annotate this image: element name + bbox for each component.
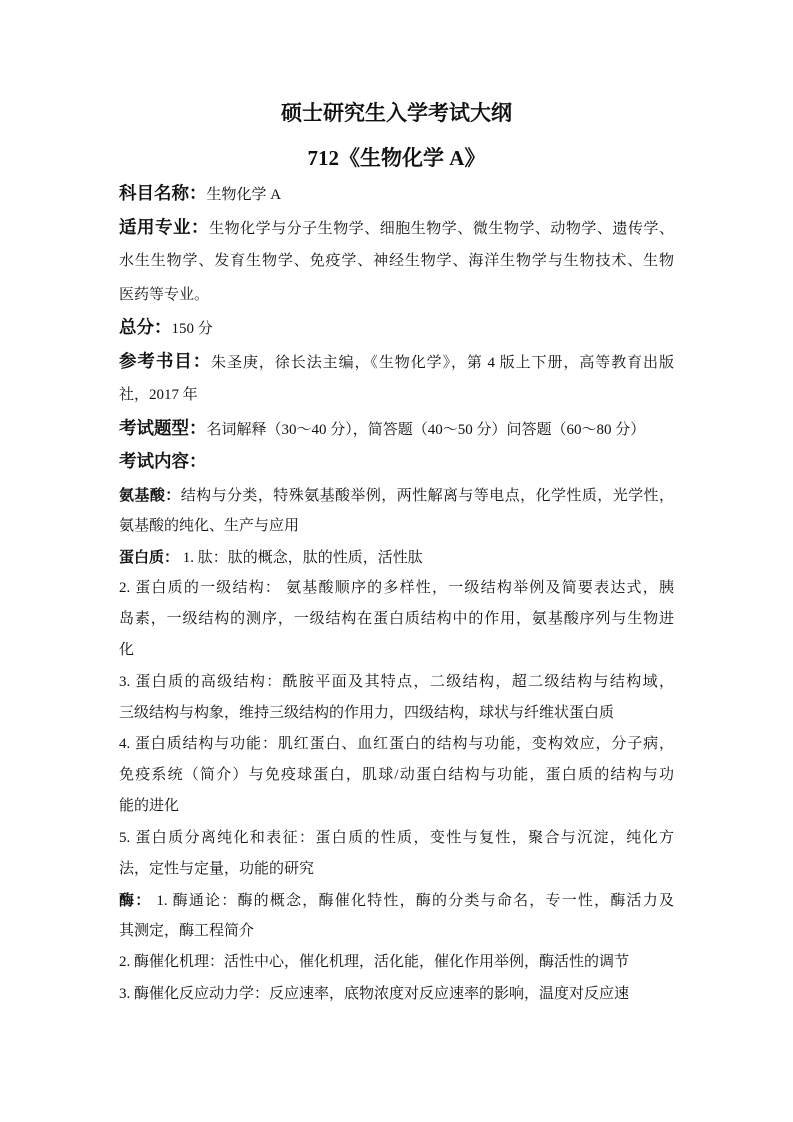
- section-label: 蛋白质：: [119, 547, 180, 566]
- text-line: [119, 823, 674, 854]
- section-text: 朱圣庚，徐长法主编，《生物化学》，第 4 版上下册，高等教育出版: [211, 354, 674, 371]
- document-title: 硕士研究生入学考试大纲: [281, 101, 512, 125]
- section: [119, 446, 674, 480]
- text-line: [119, 635, 674, 666]
- section: [119, 480, 674, 542]
- section: [119, 823, 674, 885]
- section: [119, 885, 674, 947]
- section-text: 水生生物学、发育生物学、免疫学、神经生物学、海洋生物学与生物技术、生物: [119, 253, 674, 269]
- section-label: 适用专业：: [119, 217, 210, 238]
- section: [119, 178, 674, 212]
- text-line: [119, 542, 674, 573]
- section-text: 医药等专业。: [119, 286, 210, 303]
- section-text: 社，2017 年: [119, 387, 198, 403]
- section-text: 生物化学 A: [206, 187, 282, 203]
- section-text: 生物化学与分子生物学、细胞生物学、微生物学、动物学、遗传学、: [209, 220, 674, 237]
- text-line: [119, 346, 674, 380]
- section-label: 总分：: [119, 318, 172, 338]
- section-text: 其测定，酶工程简介: [119, 923, 255, 940]
- text-line: [119, 212, 674, 246]
- section: [119, 346, 674, 413]
- text-line: [119, 245, 674, 279]
- section-text: 4. 蛋白质结构与功能：肌红蛋白、血红蛋白的结构与功能，变构效应，分子病，: [119, 736, 674, 752]
- section: [119, 667, 674, 729]
- section-text: 能的进化: [119, 798, 180, 815]
- text-line: [119, 916, 674, 947]
- section-label: 参考书目：: [119, 351, 212, 372]
- section-text: 化: [119, 642, 135, 659]
- section-text: 氨基酸的纯化、生产与应用: [119, 517, 300, 534]
- section-text: 1. 酶通论：酶的概念，酶催化特性，酶的分类与命名，专一性，酶活力及: [151, 892, 674, 909]
- text-line: [119, 573, 674, 604]
- section-text: 2. 酶催化机理：活性中心，催化机理，活化能，催化作用举例，酶活性的调节: [119, 954, 630, 971]
- text-line: [119, 446, 674, 480]
- exam-content: [119, 480, 674, 1010]
- document-body: [119, 178, 674, 1010]
- text-line: [119, 979, 674, 1010]
- section-label: 氨基酸：: [119, 485, 181, 504]
- section: [119, 729, 674, 823]
- section: [119, 212, 674, 313]
- text-line: [119, 698, 674, 729]
- section-text: 3. 酶催化反应动力学：反应速率，底物浓度对反应速率的影响，温度对反应速: [119, 985, 630, 1002]
- text-line: [119, 312, 674, 346]
- text-line: [119, 791, 674, 822]
- section: [119, 947, 674, 978]
- section-text: 1. 肽：肽的概念，肽的性质，活性肽: [179, 549, 423, 566]
- text-line: [119, 885, 674, 916]
- section-text: 法，定性与定量，功能的研究: [119, 860, 315, 877]
- text-line: [119, 379, 674, 413]
- text-line: [119, 667, 674, 698]
- text-line: [119, 854, 674, 885]
- section: [119, 573, 674, 667]
- document-subtitle: 712《生物化学 A》: [307, 146, 486, 170]
- text-line: [119, 760, 674, 791]
- text-line: [119, 947, 674, 978]
- section-label: 考试题型：: [119, 418, 207, 439]
- section: [119, 413, 674, 447]
- text-line: [119, 279, 674, 313]
- text-line: [119, 511, 674, 542]
- section-label: 酶：: [119, 890, 152, 909]
- text-line: [119, 178, 674, 212]
- text-line: [119, 413, 674, 447]
- section: [119, 542, 674, 573]
- section-text: 150 分: [171, 321, 213, 337]
- section-text: 名词解释（30～40 分），简答题（40～50 分）问答题（60～80 分）: [206, 421, 646, 438]
- section-label: 考试内容：: [119, 452, 207, 472]
- text-line: [119, 729, 674, 760]
- section-text: 3. 蛋白质的高级结构：酰胺平面及其特点，二级结构，超二级结构与结构域，: [119, 673, 674, 690]
- text-line: [119, 480, 674, 511]
- section-text: 三级结构与构象，维持三级结构的作用力，四级结构，球状与纤维状蛋白质: [119, 704, 615, 721]
- section-text: 结构与分类，特殊氨基酸举例，两性解离与等电点，化学性质，光学性，: [180, 487, 674, 504]
- section: [119, 979, 674, 1010]
- section-text: 2. 蛋白质的一级结构： 氨基酸顺序的多样性，一级结构举例及简要表达式，胰: [119, 580, 674, 597]
- header-info: [119, 178, 674, 480]
- section-text: 免疫系统（简介）与免疫球蛋白，肌球/动蛋白结构与功能，蛋白质的结构与功: [119, 767, 674, 784]
- section: [119, 312, 674, 346]
- section-label: 科目名称：: [119, 184, 207, 204]
- text-line: [119, 604, 674, 635]
- section-text: 5. 蛋白质分离纯化和表征：蛋白质的性质，变性与复性，聚合与沉淀，纯化方: [119, 829, 674, 846]
- section-text: 岛素，一级结构的测序，一级结构在蛋白质结构中的作用，氨基酸序列与生物进: [119, 611, 674, 628]
